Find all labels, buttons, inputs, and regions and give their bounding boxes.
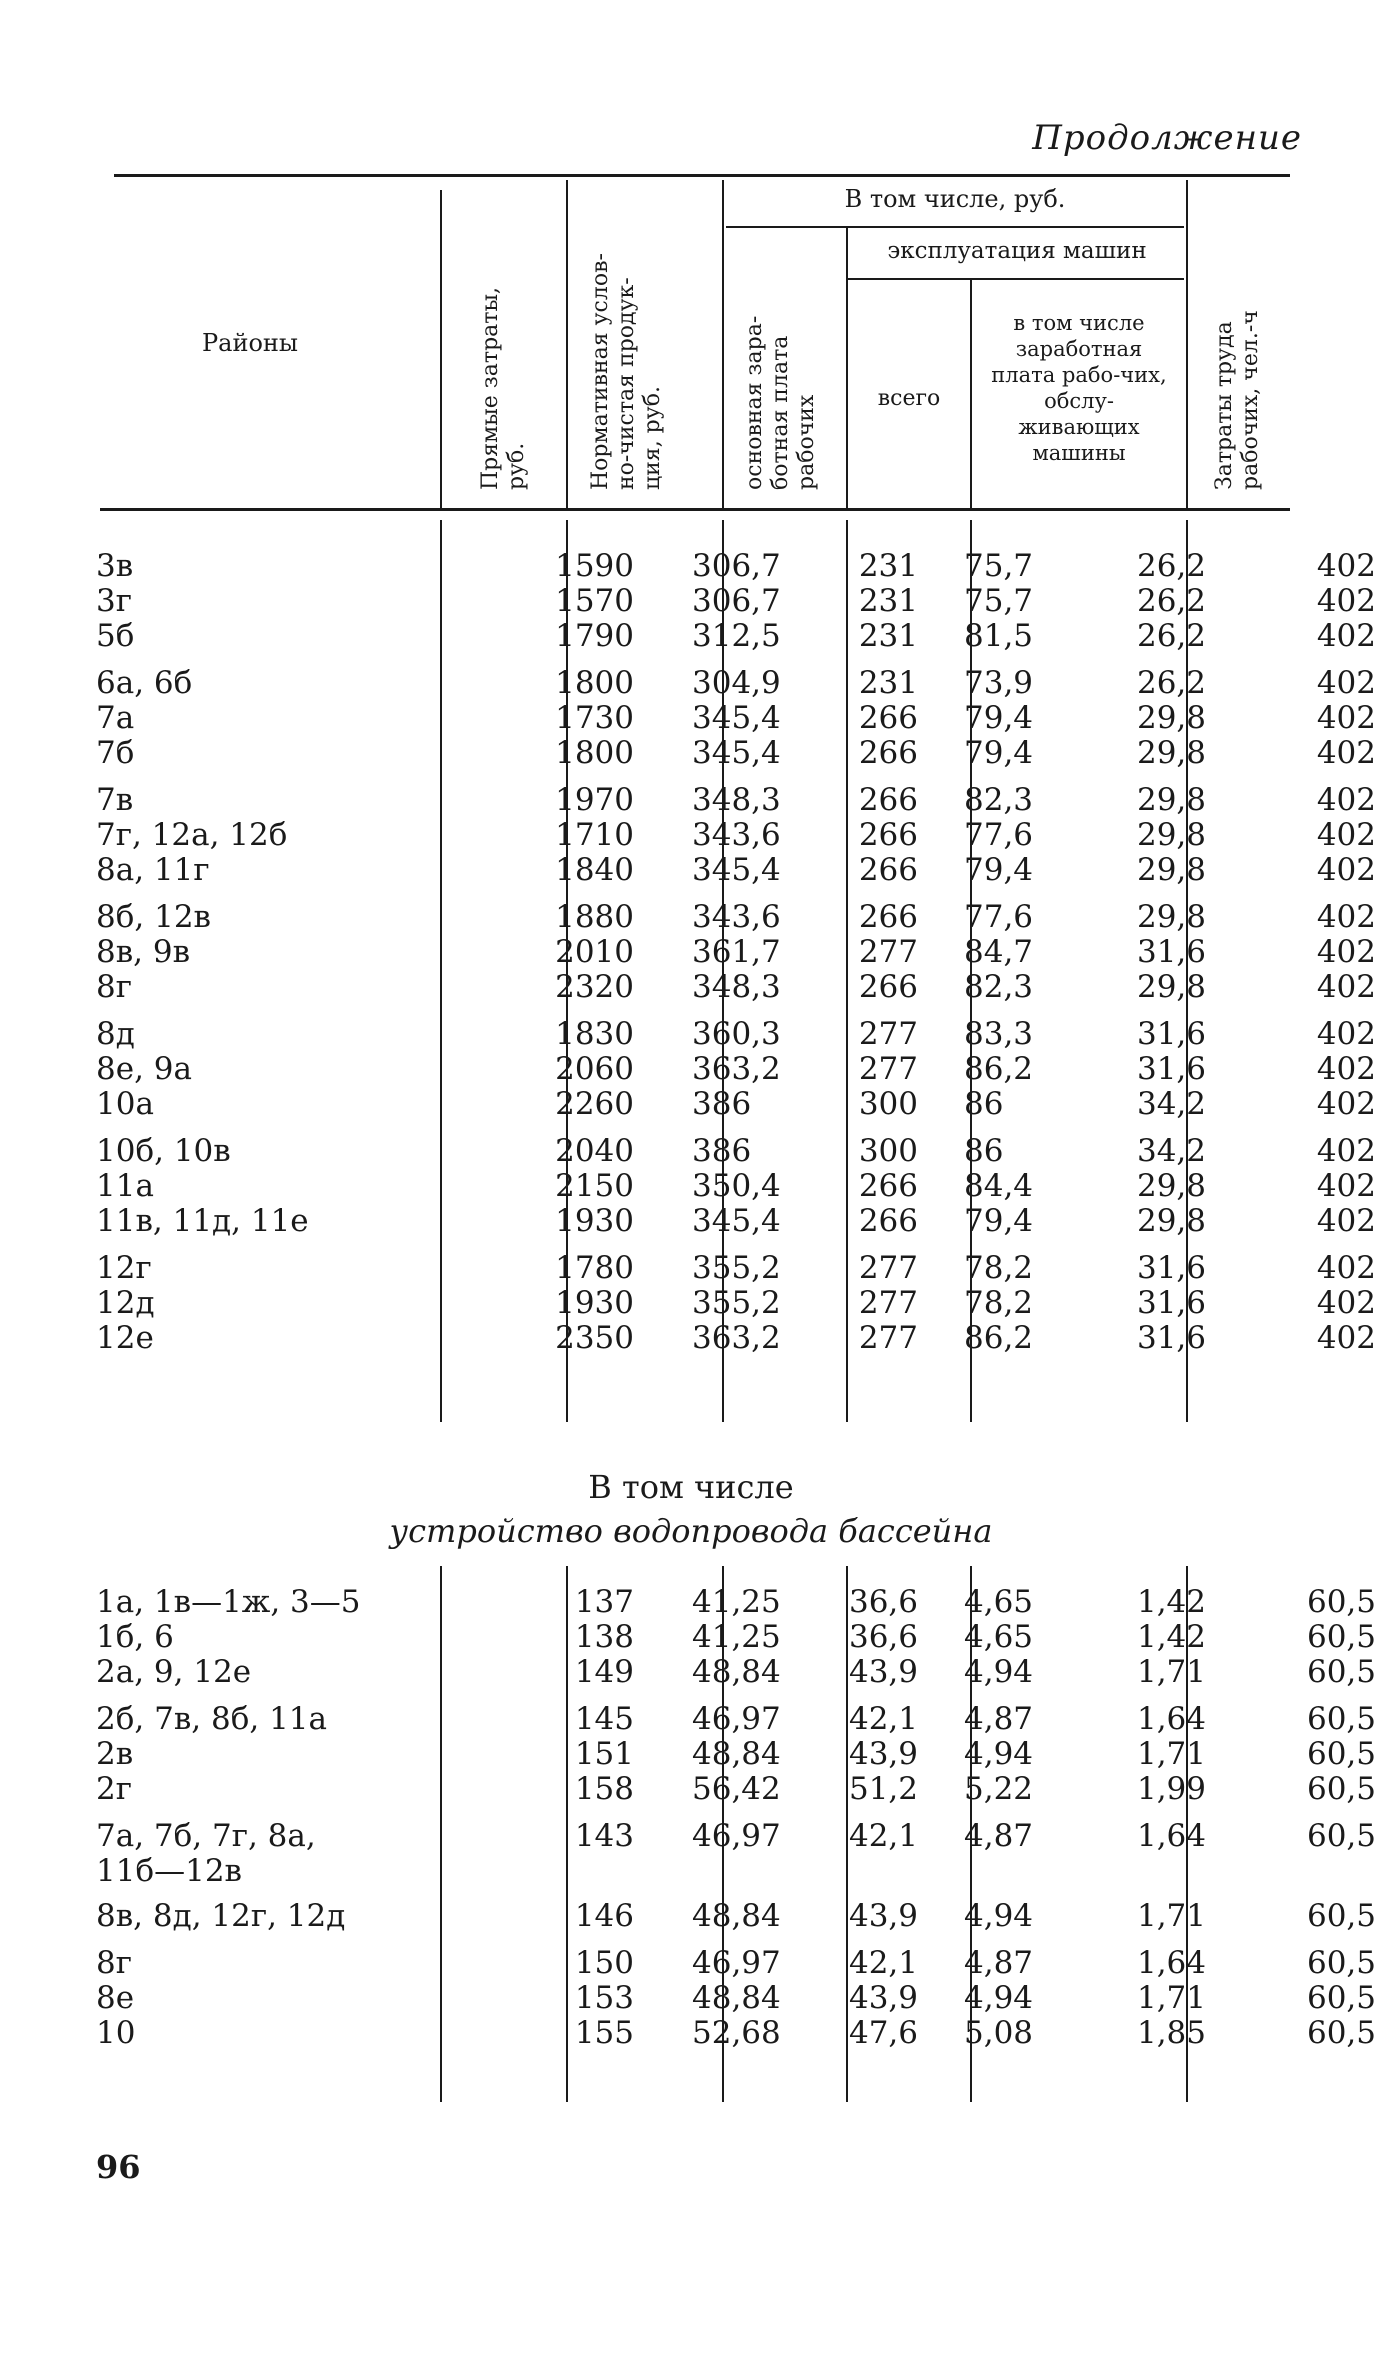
- cell-machine-total: 86,2: [964, 1320, 1034, 1356]
- cell-direct-costs: 155: [574, 2015, 634, 2051]
- header-including-rub: В том числе, руб.: [844, 185, 1066, 213]
- cell-base-wage: 231: [858, 618, 918, 654]
- cell-machine-total: 79,4: [964, 852, 1034, 888]
- header-machine-operation: эксплуатация машин: [887, 238, 1147, 264]
- cell-labor-costs: 402: [1316, 817, 1376, 853]
- cell-labor-costs: 60,5: [1306, 1736, 1376, 1772]
- cell-base-wage: 277: [858, 1051, 918, 1087]
- header-vline-5: [970, 280, 972, 508]
- header-vline-6: [1186, 180, 1188, 508]
- cell-normative-production: 360,3: [692, 1016, 781, 1052]
- cell-direct-costs: 2260: [555, 1086, 634, 1122]
- cell-normative-production: 306,7: [692, 583, 781, 619]
- cell-base-wage: 43,9: [848, 1898, 918, 1934]
- cell-region: 7б: [96, 735, 135, 771]
- cell-direct-costs: 1970: [555, 782, 634, 818]
- cell-region: 12е: [96, 1320, 154, 1356]
- cell-direct-costs: 1930: [555, 1203, 634, 1239]
- cell-machine-total: 5,22: [964, 1771, 1034, 1807]
- cell-machine-wage: 29,8: [1136, 1203, 1206, 1239]
- cell-base-wage: 277: [858, 1250, 918, 1286]
- cell-base-wage: 266: [858, 1168, 918, 1204]
- cell-labor-costs: 60,5: [1306, 1771, 1376, 1807]
- cell-region: 7в: [96, 782, 134, 818]
- table-row: [96, 618, 1376, 654]
- cell-normative-production: 345,4: [692, 852, 781, 888]
- cell-region: 3г: [96, 583, 132, 619]
- cell-base-wage: 47,6: [848, 2015, 918, 2051]
- cell-region: 1б, 6: [96, 1619, 174, 1655]
- cell-machine-total: 5,08: [964, 2015, 1034, 2051]
- cell-base-wage: 277: [858, 934, 918, 970]
- cell-machine-wage: 1,85: [1136, 2015, 1206, 2051]
- cell-direct-costs: 2010: [555, 934, 634, 970]
- cell-machine-total: 4,65: [964, 1619, 1034, 1655]
- cell-base-wage: 266: [858, 700, 918, 736]
- cell-machine-wage: 29,8: [1136, 852, 1206, 888]
- cell-labor-costs: 402: [1316, 969, 1376, 1005]
- table-row: [96, 852, 1376, 888]
- cell-labor-costs: 402: [1316, 1016, 1376, 1052]
- cell-direct-costs: 1930: [555, 1285, 634, 1321]
- cell-labor-costs: 402: [1316, 1086, 1376, 1122]
- header-vline-4: [846, 228, 848, 508]
- cell-normative-production: 46,97: [692, 1701, 781, 1737]
- cell-machine-wage: 26,2: [1136, 583, 1206, 619]
- table-row: [96, 548, 1376, 584]
- cell-machine-wage: 1,64: [1136, 1945, 1206, 1981]
- cell-region: 8е, 9а: [96, 1051, 192, 1087]
- subheader-rule-1: [726, 226, 1184, 228]
- cell-direct-costs: 2060: [555, 1051, 634, 1087]
- cell-machine-wage: 26,2: [1136, 548, 1206, 584]
- cell-base-wage: 266: [858, 782, 918, 818]
- cell-normative-production: 48,84: [692, 1736, 781, 1772]
- cell-region: 2а, 9, 12е: [96, 1654, 252, 1690]
- cell-machine-wage: 29,8: [1136, 735, 1206, 771]
- cell-labor-costs: 402: [1316, 548, 1376, 584]
- cell-machine-total: 84,4: [964, 1168, 1034, 1204]
- cell-base-wage: 36,6: [848, 1584, 918, 1620]
- cell-machine-total: 84,7: [964, 934, 1034, 970]
- cell-region: 8д: [96, 1016, 135, 1052]
- table-row: [96, 1853, 1296, 1889]
- cell-machine-wage: 26,2: [1136, 665, 1206, 701]
- cell-normative-production: 41,25: [692, 1619, 781, 1655]
- cell-direct-costs: 1790: [555, 618, 634, 654]
- cell-base-wage: 231: [858, 548, 918, 584]
- cell-normative-production: 343,6: [692, 817, 781, 853]
- cell-machine-total: 83,3: [964, 1016, 1034, 1052]
- cell-region: 11б—12в: [96, 1853, 243, 1889]
- cell-machine-total: 86,2: [964, 1051, 1034, 1087]
- cell-machine-total: 79,4: [964, 735, 1034, 771]
- cell-labor-costs: 60,5: [1306, 1619, 1376, 1655]
- header-vline-2: [566, 180, 568, 508]
- cell-labor-costs: 402: [1316, 583, 1376, 619]
- cell-region: 10б, 10в: [96, 1133, 231, 1169]
- cell-machine-wage: 34,2: [1136, 1086, 1206, 1122]
- cell-labor-costs: 60,5: [1306, 1945, 1376, 1981]
- table-row: [96, 1736, 1376, 1772]
- table-row: [96, 1016, 1376, 1052]
- cell-labor-costs: 402: [1316, 665, 1376, 701]
- table-row: [96, 1584, 1376, 1620]
- cell-base-wage: 300: [858, 1086, 918, 1122]
- cell-machine-total: 82,3: [964, 969, 1034, 1005]
- cell-direct-costs: 2320: [555, 969, 634, 1005]
- cell-labor-costs: 60,5: [1306, 1654, 1376, 1690]
- section-subtitle: устройство водопровода бассейна: [389, 1512, 993, 1550]
- header-normative-production: Нормативная услов- но-чистая продук- ция, руб.: [588, 253, 665, 490]
- cell-direct-costs: 1570: [555, 583, 634, 619]
- cell-normative-production: 345,4: [692, 735, 781, 771]
- cell-labor-costs: 60,5: [1306, 1701, 1376, 1737]
- cell-machine-wage: 31,6: [1136, 1285, 1206, 1321]
- cell-region: 8в, 9в: [96, 934, 191, 970]
- header-total: всего: [877, 386, 941, 411]
- cell-normative-production: 304,9: [692, 665, 781, 701]
- cell-base-wage: 277: [858, 1285, 918, 1321]
- cell-machine-total: 4,87: [964, 1945, 1034, 1981]
- cell-machine-wage: 31,6: [1136, 1320, 1206, 1356]
- cell-machine-wage: 1,42: [1136, 1619, 1206, 1655]
- table-row: [96, 1898, 1376, 1934]
- cell-direct-costs: 158: [574, 1771, 634, 1807]
- cell-normative-production: 345,4: [692, 700, 781, 736]
- cell-normative-production: 348,3: [692, 969, 781, 1005]
- cell-base-wage: 266: [858, 817, 918, 853]
- cell-direct-costs: 1730: [555, 700, 634, 736]
- cell-region: 2б, 7в, 8б, 11а: [96, 1701, 328, 1737]
- cell-region: 5б: [96, 618, 135, 654]
- section-title: В том числе: [588, 1468, 794, 1506]
- cell-machine-total: 4,94: [964, 1980, 1034, 2016]
- table-row: [96, 1945, 1376, 1981]
- cell-region: 2в: [96, 1736, 134, 1772]
- cell-base-wage: 231: [858, 583, 918, 619]
- cell-labor-costs: 402: [1316, 899, 1376, 935]
- cell-region: 7г, 12а, 12б: [96, 817, 288, 853]
- cell-machine-wage: 29,8: [1136, 899, 1206, 935]
- cell-base-wage: 266: [858, 899, 918, 935]
- cell-direct-costs: 151: [574, 1736, 634, 1772]
- cell-region: 3в: [96, 548, 134, 584]
- cell-base-wage: 43,9: [848, 1736, 918, 1772]
- cell-normative-production: 48,84: [692, 1898, 781, 1934]
- cell-machine-wage: 29,8: [1136, 817, 1206, 853]
- table-row: [96, 1701, 1376, 1737]
- cell-machine-total: 77,6: [964, 899, 1034, 935]
- cell-normative-production: 355,2: [692, 1285, 781, 1321]
- cell-machine-total: 4,94: [964, 1654, 1034, 1690]
- table-row: [96, 1771, 1376, 1807]
- cell-direct-costs: 2350: [555, 1320, 634, 1356]
- cell-machine-wage: 29,8: [1136, 969, 1206, 1005]
- cell-direct-costs: 146: [574, 1898, 634, 1934]
- cell-direct-costs: 153: [574, 1980, 634, 2016]
- cell-machine-wage: 31,6: [1136, 1051, 1206, 1087]
- cell-machine-total: 81,5: [964, 618, 1034, 654]
- cell-labor-costs: 402: [1316, 1051, 1376, 1087]
- header-vline-3: [722, 180, 724, 508]
- cell-normative-production: 355,2: [692, 1250, 781, 1286]
- table-row: [96, 1619, 1376, 1655]
- cell-machine-total: 75,7: [964, 548, 1034, 584]
- cell-labor-costs: 402: [1316, 618, 1376, 654]
- table-row: [96, 1203, 1376, 1239]
- cell-normative-production: 48,84: [692, 1654, 781, 1690]
- table-row: [96, 1133, 1376, 1169]
- cell-machine-wage: 31,6: [1136, 1250, 1206, 1286]
- cell-region: 7а, 7б, 7г, 8а,: [96, 1818, 316, 1854]
- table-row: [96, 1980, 1376, 2016]
- cell-machine-total: 79,4: [964, 700, 1034, 736]
- cell-direct-costs: 2040: [555, 1133, 634, 1169]
- cell-region: 11а: [96, 1168, 154, 1204]
- cell-region: 6а, 6б: [96, 665, 193, 701]
- table-row: [96, 1320, 1376, 1356]
- cell-direct-costs: 143: [574, 1818, 634, 1854]
- cell-direct-costs: 137: [574, 1584, 634, 1620]
- header-direct-costs: Прямые затраты, руб.: [478, 287, 529, 490]
- cell-machine-wage: 31,6: [1136, 1016, 1206, 1052]
- cell-machine-wage: 1,71: [1136, 1980, 1206, 2016]
- cell-region: 12д: [96, 1285, 155, 1321]
- cell-labor-costs: 402: [1316, 1285, 1376, 1321]
- cell-direct-costs: 150: [574, 1945, 634, 1981]
- header-regions: Районы: [202, 329, 298, 357]
- cell-machine-wage: 1,64: [1136, 1701, 1206, 1737]
- cell-normative-production: 350,4: [692, 1168, 781, 1204]
- page-number: 96: [96, 2148, 141, 2186]
- cell-machine-wage: 29,8: [1136, 782, 1206, 818]
- cell-direct-costs: 1830: [555, 1016, 634, 1052]
- table-row: [96, 1168, 1376, 1204]
- cell-labor-costs: 402: [1316, 1168, 1376, 1204]
- cell-base-wage: 42,1: [848, 1945, 918, 1981]
- cell-base-wage: 277: [858, 1016, 918, 1052]
- cell-region: 8е: [96, 1980, 135, 2016]
- cell-direct-costs: 138: [574, 1619, 634, 1655]
- cell-base-wage: 231: [858, 665, 918, 701]
- cell-region: 2г: [96, 1771, 132, 1807]
- cell-normative-production: 312,5: [692, 618, 781, 654]
- table-row: [96, 2015, 1376, 2051]
- cell-machine-total: 78,2: [964, 1285, 1034, 1321]
- cell-normative-production: 386: [692, 1086, 752, 1122]
- cell-labor-costs: 60,5: [1306, 1584, 1376, 1620]
- cell-normative-production: 386: [692, 1133, 752, 1169]
- cell-machine-total: 4,87: [964, 1818, 1034, 1854]
- header-vline-1: [440, 190, 442, 508]
- cell-region: 10а: [96, 1086, 154, 1122]
- cell-region: 1а, 1в—1ж, 3—5: [96, 1584, 361, 1620]
- cell-direct-costs: 1780: [555, 1250, 634, 1286]
- cell-machine-wage: 1,71: [1136, 1654, 1206, 1690]
- cell-machine-wage: 31,6: [1136, 934, 1206, 970]
- cell-region: 8г: [96, 1945, 132, 1981]
- main-table: [96, 548, 1376, 1428]
- cell-region: 7а: [96, 700, 135, 736]
- sub-table: [96, 1584, 1376, 2104]
- table-row: [96, 1086, 1376, 1122]
- table-row: [96, 1285, 1376, 1321]
- table-row: [96, 1250, 1376, 1286]
- cell-direct-costs: 1880: [555, 899, 634, 935]
- cell-direct-costs: 145: [574, 1701, 634, 1737]
- table-row: [96, 899, 1376, 935]
- table-row: [96, 583, 1376, 619]
- cell-base-wage: 43,9: [848, 1980, 918, 2016]
- cell-labor-costs: 402: [1316, 1320, 1376, 1356]
- table-row: [96, 817, 1376, 853]
- cell-machine-wage: 1,71: [1136, 1736, 1206, 1772]
- cell-machine-wage: 29,8: [1136, 700, 1206, 736]
- continuation-label: Продолжение: [1032, 118, 1302, 158]
- cell-direct-costs: 149: [574, 1654, 634, 1690]
- cell-labor-costs: 60,5: [1306, 1898, 1376, 1934]
- cell-machine-total: 4,94: [964, 1898, 1034, 1934]
- cell-labor-costs: 402: [1316, 1203, 1376, 1239]
- table-row: [96, 665, 1376, 701]
- cell-normative-production: 343,6: [692, 899, 781, 935]
- cell-normative-production: 56,42: [692, 1771, 781, 1807]
- cell-machine-total: 73,9: [964, 665, 1034, 701]
- cell-base-wage: 266: [858, 969, 918, 1005]
- cell-normative-production: 361,7: [692, 934, 781, 970]
- cell-labor-costs: 402: [1316, 735, 1376, 771]
- table-row: [96, 1818, 1376, 1854]
- cell-normative-production: 52,68: [692, 2015, 781, 2051]
- cell-direct-costs: 2150: [555, 1168, 634, 1204]
- cell-direct-costs: 1800: [555, 665, 634, 701]
- cell-region: 11в, 11д, 11е: [96, 1203, 309, 1239]
- cell-machine-wage: 34,2: [1136, 1133, 1206, 1169]
- cell-base-wage: 43,9: [848, 1654, 918, 1690]
- cell-machine-total: 86: [964, 1086, 1004, 1122]
- cell-region: 10: [96, 2015, 136, 2051]
- cell-labor-costs: 60,5: [1306, 1818, 1376, 1854]
- cell-direct-costs: 1840: [555, 852, 634, 888]
- cell-direct-costs: 1590: [555, 548, 634, 584]
- cell-machine-total: 77,6: [964, 817, 1034, 853]
- cell-labor-costs: 60,5: [1306, 2015, 1376, 2051]
- cell-direct-costs: 1800: [555, 735, 634, 771]
- cell-direct-costs: 1710: [555, 817, 634, 853]
- cell-machine-total: 86: [964, 1133, 1004, 1169]
- cell-labor-costs: 402: [1316, 1250, 1376, 1286]
- cell-machine-total: 75,7: [964, 583, 1034, 619]
- cell-region: 8г: [96, 969, 132, 1005]
- cell-normative-production: 306,7: [692, 548, 781, 584]
- cell-machine-wage: 29,8: [1136, 1168, 1206, 1204]
- cell-machine-total: 82,3: [964, 782, 1034, 818]
- cell-normative-production: 46,97: [692, 1945, 781, 1981]
- table-row: [96, 735, 1376, 771]
- cell-machine-wage: 26,2: [1136, 618, 1206, 654]
- cell-region: 8в, 8д, 12г, 12д: [96, 1898, 346, 1934]
- cell-machine-total: 4,65: [964, 1584, 1034, 1620]
- cell-labor-costs: 402: [1316, 1133, 1376, 1169]
- table-row: [96, 782, 1376, 818]
- cell-normative-production: 363,2: [692, 1051, 781, 1087]
- cell-normative-production: 41,25: [692, 1584, 781, 1620]
- cell-normative-production: 363,2: [692, 1320, 781, 1356]
- cell-labor-costs: 402: [1316, 934, 1376, 970]
- header-labor-costs: Затраты труда рабочих, чел.-ч: [1212, 310, 1263, 490]
- cell-region: 8а, 11г: [96, 852, 210, 888]
- header-bottom-rule: [100, 508, 1290, 511]
- cell-region: 12г: [96, 1250, 152, 1286]
- header-base-wage: основная зара- ботная плата рабочих: [742, 315, 819, 490]
- cell-machine-total: 4,94: [964, 1736, 1034, 1772]
- cell-region: 8б, 12в: [96, 899, 211, 935]
- cell-base-wage: 36,6: [848, 1619, 918, 1655]
- cell-machine-wage: 1,99: [1136, 1771, 1206, 1807]
- cell-base-wage: 300: [858, 1133, 918, 1169]
- cell-machine-wage: 1,71: [1136, 1898, 1206, 1934]
- cell-labor-costs: 402: [1316, 700, 1376, 736]
- cell-normative-production: 46,97: [692, 1818, 781, 1854]
- cell-base-wage: 51,2: [848, 1771, 918, 1807]
- cell-base-wage: 42,1: [848, 1701, 918, 1737]
- cell-normative-production: 348,3: [692, 782, 781, 818]
- cell-labor-costs: 402: [1316, 852, 1376, 888]
- subheader-rule-2: [846, 278, 1184, 280]
- cell-base-wage: 42,1: [848, 1818, 918, 1854]
- table-row: [96, 1051, 1376, 1087]
- top-rule: [114, 174, 1290, 177]
- table-row: [96, 969, 1376, 1005]
- cell-base-wage: 277: [858, 1320, 918, 1356]
- cell-normative-production: 48,84: [692, 1980, 781, 2016]
- cell-machine-total: 79,4: [964, 1203, 1034, 1239]
- cell-machine-wage: 1,42: [1136, 1584, 1206, 1620]
- table-row: [96, 700, 1376, 736]
- cell-labor-costs: 402: [1316, 782, 1376, 818]
- cell-base-wage: 266: [858, 852, 918, 888]
- cell-normative-production: 345,4: [692, 1203, 781, 1239]
- cell-machine-wage: 1,64: [1136, 1818, 1206, 1854]
- header-including-wage-machine: в том числе заработная плата рабо-чих, обслу-живающих машины: [991, 311, 1167, 465]
- cell-base-wage: 266: [858, 735, 918, 771]
- table-row: [96, 934, 1376, 970]
- cell-base-wage: 266: [858, 1203, 918, 1239]
- cell-machine-total: 78,2: [964, 1250, 1034, 1286]
- table-row: [96, 1654, 1376, 1690]
- cell-labor-costs: 60,5: [1306, 1980, 1376, 2016]
- cell-machine-total: 4,87: [964, 1701, 1034, 1737]
